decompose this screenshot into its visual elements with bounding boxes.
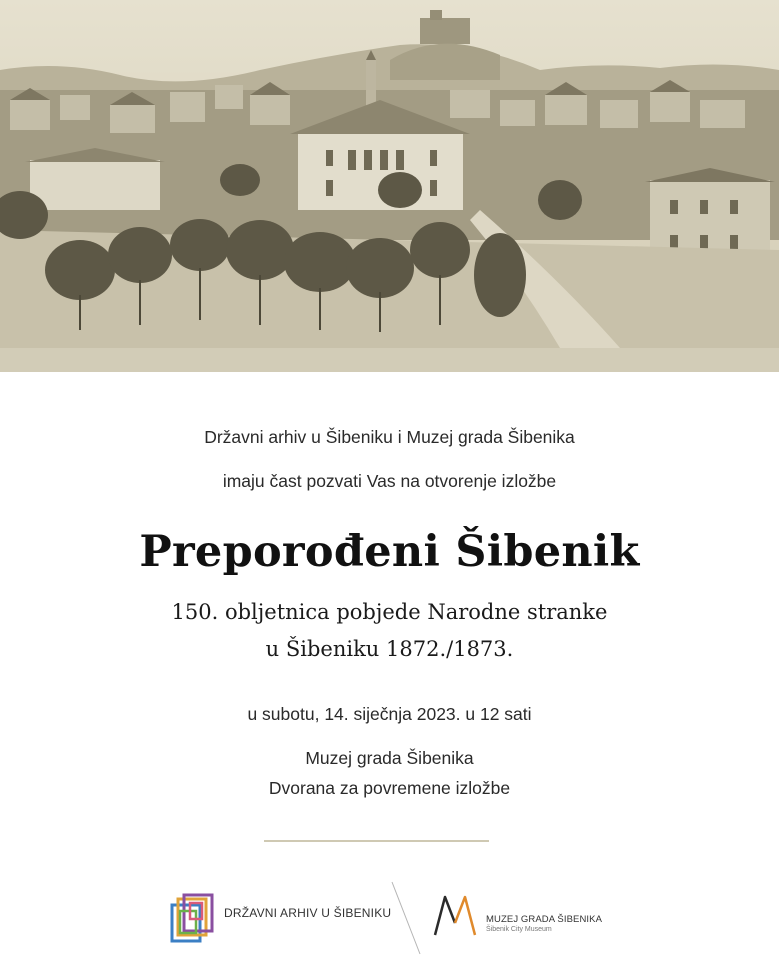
museum-logo-icon bbox=[431, 893, 481, 944]
event-location-line2: Dvorana za povremene izložbe bbox=[268, 778, 511, 798]
event-date: u subotu, 14. siječnja 2023. u 12 sati bbox=[247, 704, 532, 724]
organizers-line: Državni arhiv u Šibeniku i Muzej grada Šibenika bbox=[204, 427, 575, 447]
museum-logo-title: MUZEJ GRADA ŠIBENIKA bbox=[486, 914, 603, 925]
logo-separator bbox=[386, 880, 426, 956]
invitation-line: imaju čast pozvati Vas na otvorenje izložbe bbox=[222, 471, 557, 491]
decorative-band bbox=[0, 348, 779, 372]
archive-logo-text: DRŽAVNI ARHIV U ŠIBENIKU bbox=[224, 906, 392, 920]
archive-logo-icon bbox=[170, 893, 216, 950]
exhibition-subtitle-line2: u Šibeniku 1872./1873. bbox=[265, 637, 514, 661]
exhibition-title: Preporođeni Šibenik bbox=[139, 527, 640, 577]
divider-rule bbox=[264, 840, 489, 842]
exhibition-subtitle-line1: 150. obljetnica pobjede Narodne stranke bbox=[171, 600, 608, 624]
historic-town-photo bbox=[0, 0, 779, 348]
museum-logo-subtitle: Šibenik City Museum bbox=[486, 926, 552, 933]
event-location-line1: Muzej grada Šibenika bbox=[305, 748, 474, 768]
